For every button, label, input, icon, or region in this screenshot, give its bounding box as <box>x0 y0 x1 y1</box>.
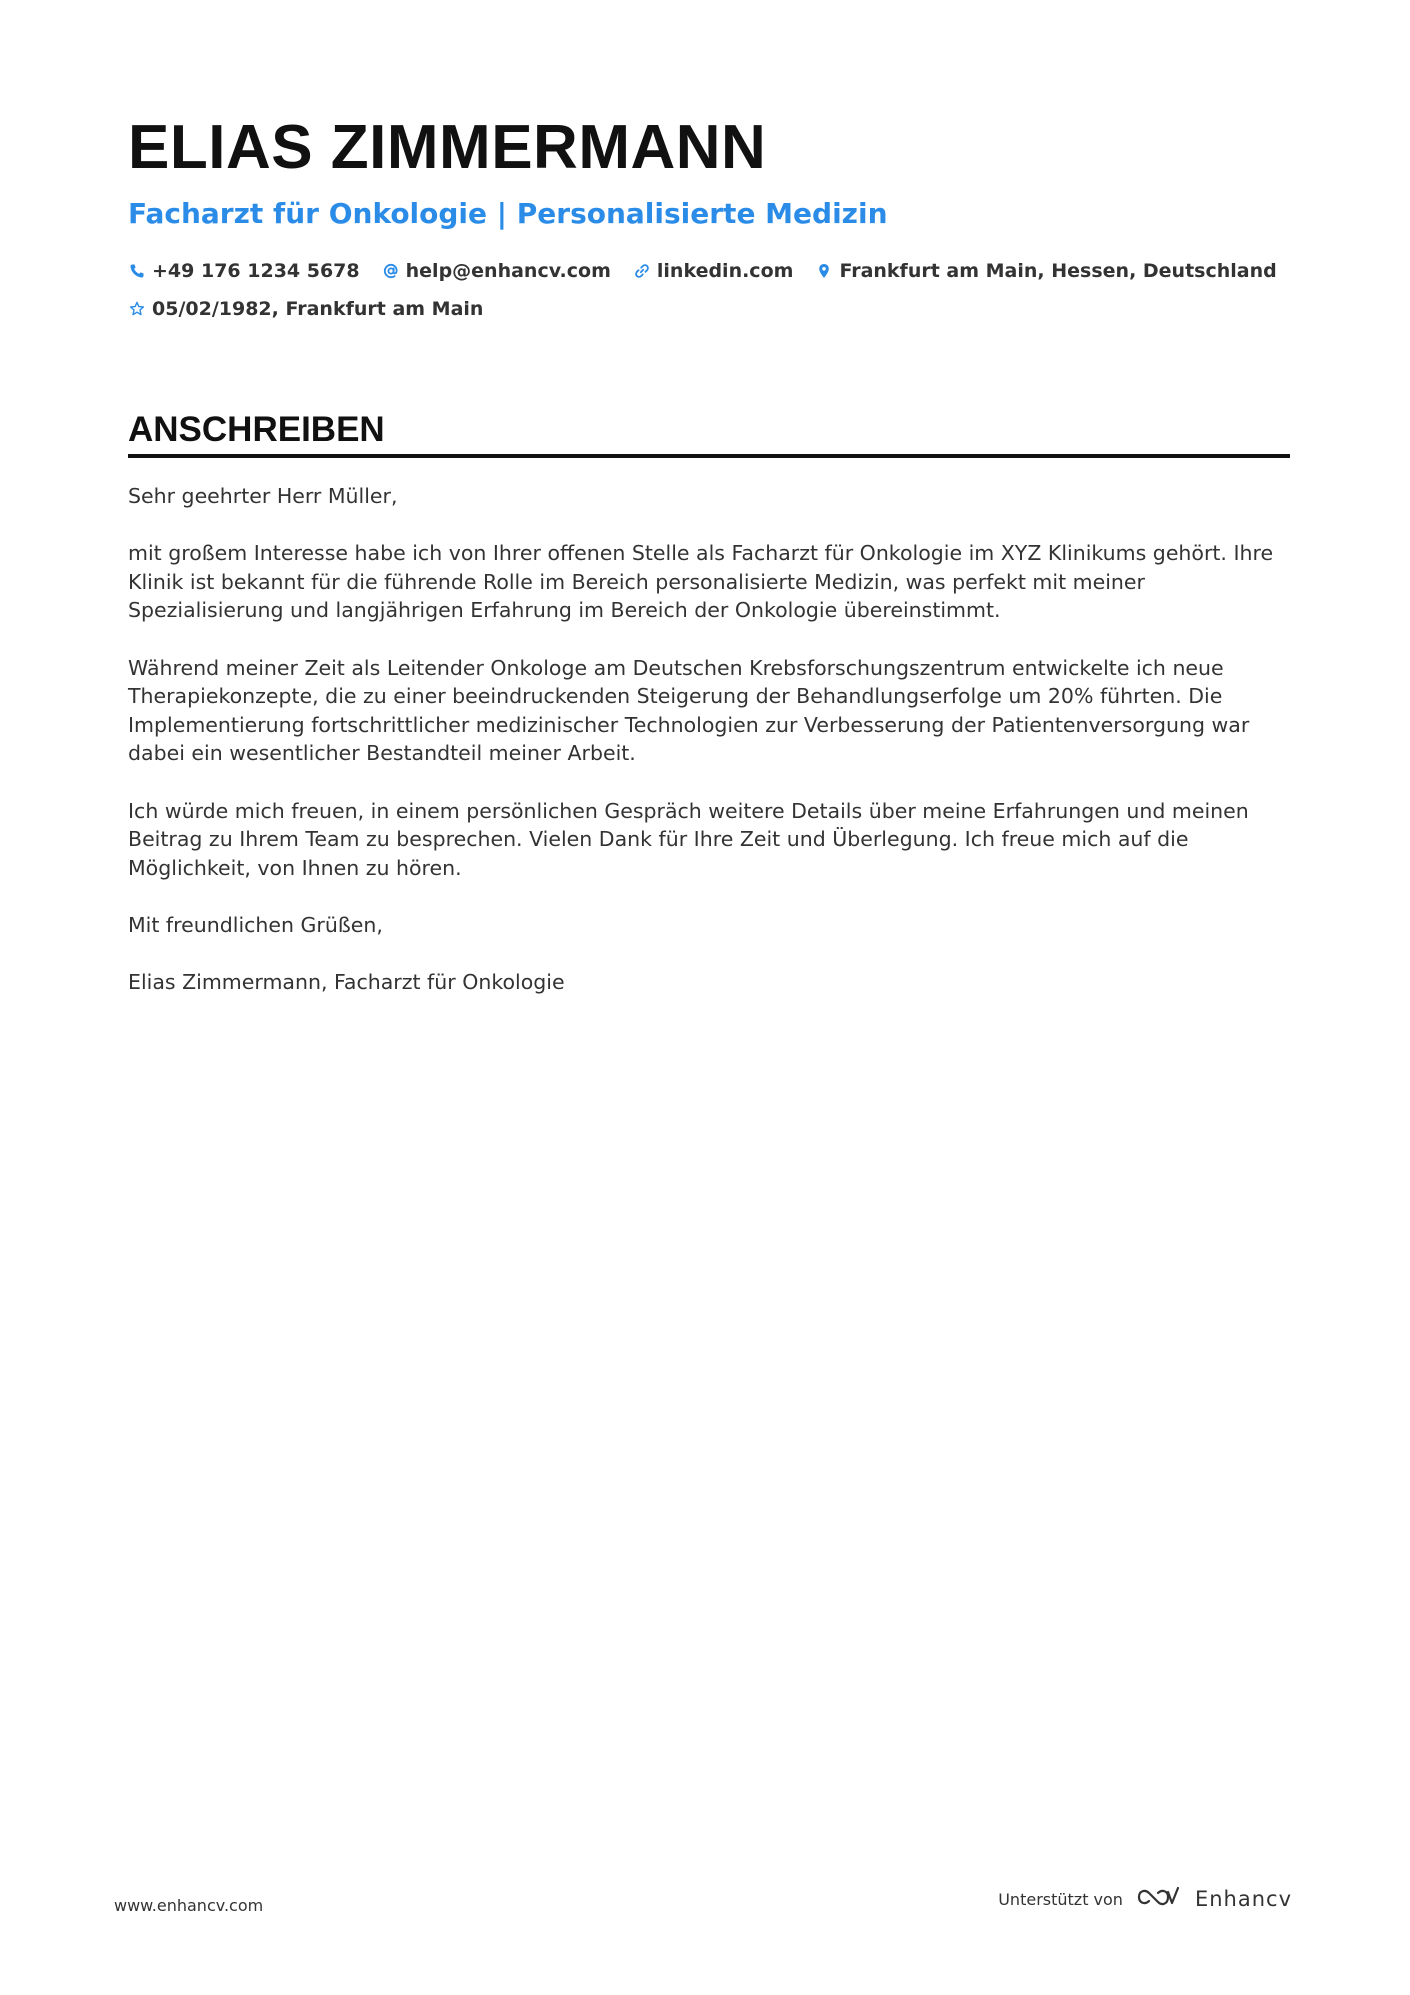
letter-salutation: Sehr geehrter Herr Müller, <box>128 484 398 508</box>
contact-linkedin[interactable] <box>633 260 794 282</box>
contact-info <box>128 252 1290 328</box>
email-address[interactable]: help@enhancv.com <box>405 260 611 282</box>
section-heading: ANSCHREIBEN <box>128 410 385 449</box>
linkedin-link[interactable]: linkedin.com <box>656 260 794 282</box>
powered-by-text: Unterstützt von <box>998 1889 1123 1909</box>
section-divider <box>128 454 1290 458</box>
contact-row-1 <box>128 252 1290 290</box>
at-icon <box>382 262 400 280</box>
birth-info: 05/02/1982, Frankfurt am Main <box>152 298 484 320</box>
contact-birth <box>128 298 483 320</box>
job-title: Facharzt für Onkologie | Personalisierte Medizin <box>128 197 888 230</box>
phone-number: +49 176 1234 5678 <box>152 260 360 282</box>
star-icon <box>128 300 146 318</box>
contact-row-2 <box>128 290 1290 328</box>
candidate-name: ELIAS ZIMMERMANN <box>128 113 767 182</box>
location-pin-icon <box>815 262 833 280</box>
brand-name: Enhancv <box>1194 1887 1292 1911</box>
cover-letter-body <box>128 482 1290 997</box>
footer-branding <box>998 1884 1292 1914</box>
link-icon <box>633 262 651 280</box>
letter-signature: Elias Zimmermann, Facharzt für Onkologie <box>128 970 565 995</box>
letter-paragraph: mit großem Interesse habe ich von Ihrer offenen Stelle als Facharzt für Onkologie im XYZ Klinikums gehört. Ihre Klinik ist bekannt für die führende Rolle im Bereich personalisierte Medizin, was perfekt mit meiner Spezialisierung und langjährigen Erfahrung im Bereich der Onkologie übereinstimmt. <box>128 541 1274 623</box>
contact-phone <box>128 260 360 282</box>
location-text: Frankfurt am Main, Hessen, Deutschland <box>839 260 1277 282</box>
letter-paragraph: Ich würde mich freuen, in einem persönlichen Gespräch weitere Details über meine Erfahrungen und meinen Beitrag zu Ihrem Team zu besprechen. Vielen Dank für Ihre Zeit und Überlegung. Ich freue mich auf die Möglichkeit, von Ihnen zu hören. <box>128 798 1249 880</box>
contact-email[interactable] <box>382 260 611 282</box>
letter-paragraph: Während meiner Zeit als Leitender Onkologe am Deutschen Krebsforschungszentrum entwickelte ich neue Therapiekonzepte, die zu einer beeindruckenden Steigerung der Behandlungserfolge um 20% führten. Die Implementierung fortschrittlicher medizinischer Technologien zur Verbesserung der Patientenversorgung war dabei ein wesentlicher Bestandteil meiner Arbeit. <box>128 655 1250 766</box>
document-page <box>128 108 1290 1025</box>
contact-location <box>815 260 1276 282</box>
footer-website[interactable]: www.enhancv.com <box>114 1896 264 1915</box>
letter-closing: Mit freundlichen Grüßen, <box>128 912 383 937</box>
phone-icon <box>128 262 146 280</box>
enhancv-logo-icon <box>1135 1884 1181 1914</box>
